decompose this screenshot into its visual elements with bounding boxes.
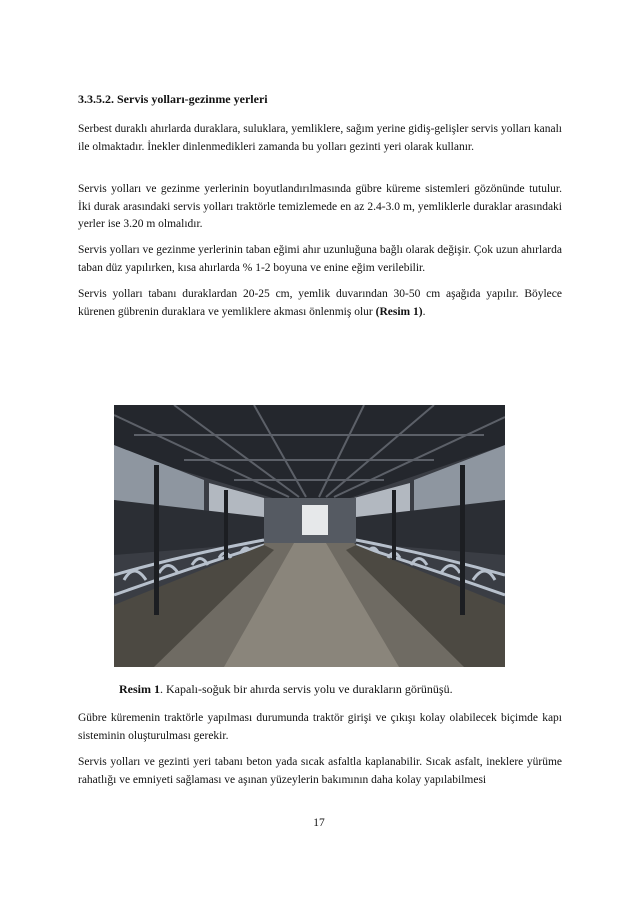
paragraph-4-text: Servis yolları tabanı duraklardan 20-25 cm, yemlik duvarından 30-50 cm aşağıda yapılır. Böylece kürenen gübrenin duraklara ve yemliklere akması önlenmiş olur [78, 288, 562, 318]
paragraph-2: Servis yolları ve gezinme yerlerinin boyutlandırılmasında gübre küreme sistemleri gözönünde tutulur. İki durak arasındaki servis yolları traktörle temizlemede en az 2.4-3.0 m, yemliklerle duraklar arasındaki yerler ise 3.20 m olmalıdır. [78, 183, 562, 231]
paragraph-3: Servis yolları ve gezinme yerlerinin taban eğimi ahır uzunluğuna bağlı olarak değişir. Çok uzun ahırlarda taban düz yapılırken, kısa ahırlarda % 1-2 boyuna ve enine eğim verilebilir. [78, 244, 562, 274]
barn-photo-drawing [114, 405, 505, 667]
paragraph-6: Servis yolları ve gezinti yeri tabanı beton yada sıcak asfaltla kaplanabilir. Sıcak asfalt, ineklere yürüme rahatlığı ve emniyeti sağlaması ve aşınan yüzeylerin bakımının daha kolay yapılabilmesi [78, 756, 562, 786]
figure-caption-label: Resim 1 [119, 682, 160, 696]
paragraph-1: Serbest duraklı ahırlarda duraklara, suluklara, yemliklere, sağım yerine gidiş-gelişler servis yolları kanalı ile olmaktadır. İnekler dinlenmedikleri zamanda bu yolları gezinti yeri olarak kullanır. [78, 123, 562, 153]
paragraph-4 [78, 286, 562, 321]
paragraph-5: Gübre küremenin traktörle yapılması durumunda traktör girişi ve çıkışı kolay olabilecek biçimde kapı sisteminin oluşturulması gerekir. [78, 712, 562, 742]
figure-caption-text: . Kapalı-soğuk bir ahırda servis yolu ve durakların görünüşü. [160, 682, 453, 696]
figure-caption [119, 682, 453, 697]
page-number: 17 [313, 817, 325, 829]
barn-photo [114, 405, 505, 667]
figure-reference: (Resim 1) [375, 305, 423, 318]
paragraph-4-end: . [422, 305, 426, 318]
section-heading: 3.3.5.2. Servis yolları-gezinme yerleri [78, 92, 268, 106]
